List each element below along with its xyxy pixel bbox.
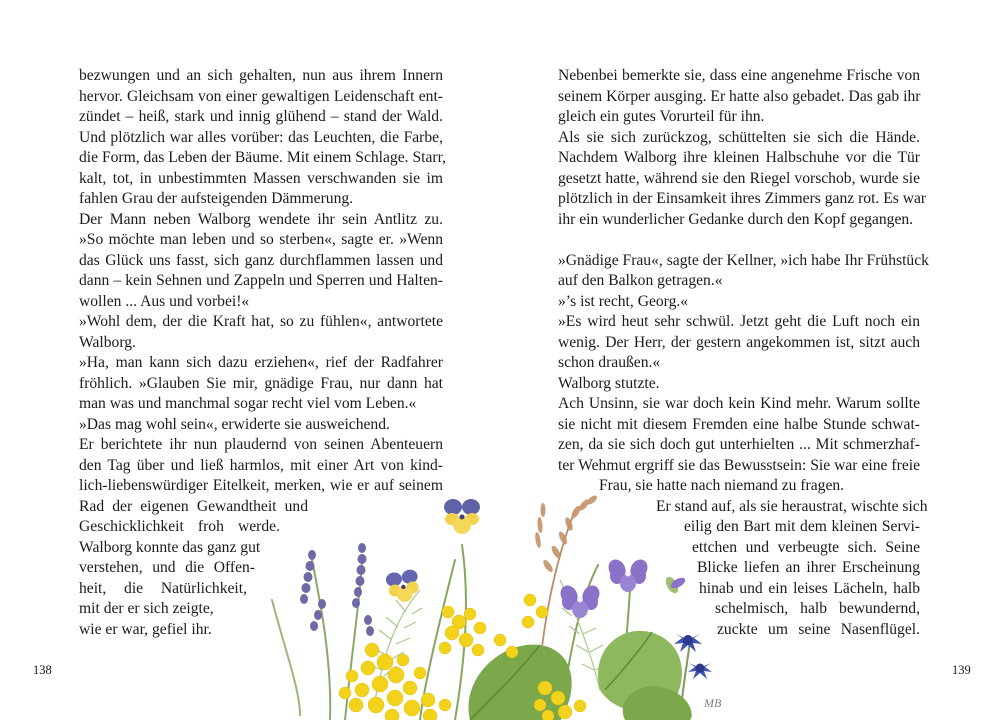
- text-line: Blicke liefen an ihrer Erscheinung: [697, 559, 920, 576]
- text-line: lich-liebenswürdiger Eitelkeit, merken, wie er auf seinem: [79, 477, 443, 494]
- text-line: Walborg konnte das ganz gut: [79, 538, 261, 556]
- text-line: Nebenbei bemerkte sie, dass eine angenehme Frische von: [558, 67, 920, 84]
- text-line: die Form, das Leben der Bäume. Mit einem Schlage. Starr,: [79, 149, 447, 166]
- text-line: Der Mann neben Walborg wendete ihr sein Antlitz zu.: [79, 210, 443, 228]
- page-number: 138: [33, 663, 52, 677]
- text-line: verstehen, und die Offen-: [79, 559, 255, 576]
- text-line: plötzlich in der Einsamkeit ihres Zimmers ganz rot. Es war: [558, 190, 927, 207]
- text-line: Er berichtete ihr nun plaudernd von seinen Abenteuern: [79, 436, 443, 453]
- text-line: gleich ein gutes Vorurteil für ihn.: [558, 108, 765, 125]
- text-line: wenig. Der Herr, der gestern angekommen ist, sitzt auch: [558, 333, 920, 351]
- text-line: kalt, tot, in unbestimmten Massen verschwanden sie im: [79, 169, 443, 187]
- text-line: schelmisch, halb bewundernd,: [715, 600, 920, 617]
- text-line: Und plötzlich war alles vorüber: das Leuchten, die Farbe,: [79, 128, 443, 146]
- text-line: ter Wehmut ergriff sie das Bewusstsein: Sie war eine freie: [558, 456, 920, 474]
- text-line: heit, die Natürlichkeit,: [79, 579, 247, 597]
- text-line: Er stand auf, als sie heraustrat, wischte sich: [656, 497, 928, 515]
- text-line: »Gnädige Frau«, sagte der Kellner, »ich habe Ihr Frühstück: [558, 251, 929, 269]
- text-line: Rad der eigenen Gewandtheit und: [79, 497, 308, 515]
- text-line: seinem Körper ausging. Er hatte also gebadet. Das gab ihr: [558, 87, 921, 105]
- text-line: bezwungen und an sich gehalten, nun aus ihrem Innern: [79, 67, 443, 84]
- text-line: »Wohl dem, der die Kraft hat, so zu fühlen«, antwortete: [79, 313, 443, 330]
- text-line: »Es wird heut sehr schwül. Jetzt geht die Luft noch ein: [558, 313, 920, 330]
- text-line: Ach Unsinn, sie war doch kein Kind mehr. Warum sollte: [558, 395, 920, 412]
- text-line: schon draußen.«: [558, 354, 661, 371]
- page-number: 139: [952, 663, 971, 677]
- text-line: Geschicklichkeit froh werde.: [79, 518, 280, 535]
- text-line: das Glück uns fasst, sich ganz durchflammen lassen und: [79, 251, 443, 269]
- text-line: man was und manchmal sogar recht viel vom Leben.«: [79, 395, 417, 412]
- text-line: zündet – heiß, stark und innig glühend – stand der Wald.: [79, 108, 443, 125]
- text-line: »Ha, man kann sich dazu erziehen«, rief der Radfahrer: [79, 354, 443, 371]
- text-line: den Tag über und ließ harmlos, mit einer Art von kind-: [79, 456, 443, 474]
- text-line: zen, da sie sich doch gut unterhielten ... Mit schmerzhaf-: [558, 436, 920, 453]
- right-page: [500, 0, 1000, 720]
- text-line: eilig den Bart mit dem kleinen Servi-: [684, 518, 920, 535]
- text-line: sie nicht mit diesem Fremden eine halbe Stunde schwat-: [558, 415, 920, 433]
- text-line: fröhlich. »Glauben Sie mir, gnädige Frau, nur dann hat: [79, 374, 443, 392]
- text-line: »So möchte man leben und so sterben«, sagte er. »Wenn: [79, 231, 443, 248]
- text-line: wollen ... Aus und vorbei!«: [79, 292, 250, 310]
- text-line: Walborg.: [79, 333, 136, 351]
- text-line: Nachdem Walborg ihre kleinen Halbschuhe vor die Tür: [558, 149, 920, 166]
- text-line: ettchen und verbeugte sich. Seine: [692, 538, 920, 556]
- text-line: Walborg stutzte.: [558, 374, 660, 392]
- text-line: wie er war, gefiel ihr.: [79, 620, 212, 638]
- text-line: Als sie sich zurückzog, schüttelten sie sich die Hände.: [558, 128, 920, 146]
- text-line: mit der er sich zeigte,: [79, 600, 214, 617]
- text-line: Frau, sie hatte nach niemand zu fragen.: [599, 477, 845, 494]
- text-line: gesetzt hatte, während sie den Riegel vorschob, wurde sie: [558, 169, 920, 187]
- text-line: ihr ein wunderlicher Gedanke durch den Kopf gegangen.: [558, 210, 914, 228]
- text-line: »’s ist recht, Georg.«: [558, 292, 689, 310]
- text-line: hinab und ein leises Lächeln, halb: [699, 579, 920, 597]
- text-line: auf den Balkon getragen.«: [558, 272, 723, 289]
- text-line: dann – kein Sehnen und Zappeln und Sperren und Halten-: [79, 272, 443, 289]
- text-line: zuckte um seine Nasenflügel.: [717, 620, 920, 638]
- text-line: »Das mag wohl sein«, erwiderte sie ausweichend.: [79, 415, 390, 433]
- artist-signature: MB: [704, 696, 722, 710]
- text-line: fahlen Grau der aufsteigenden Dämmerung.: [79, 190, 354, 207]
- text-line: hervor. Gleichsam von einer gewaltigen Leidenschaft ent-: [79, 87, 443, 105]
